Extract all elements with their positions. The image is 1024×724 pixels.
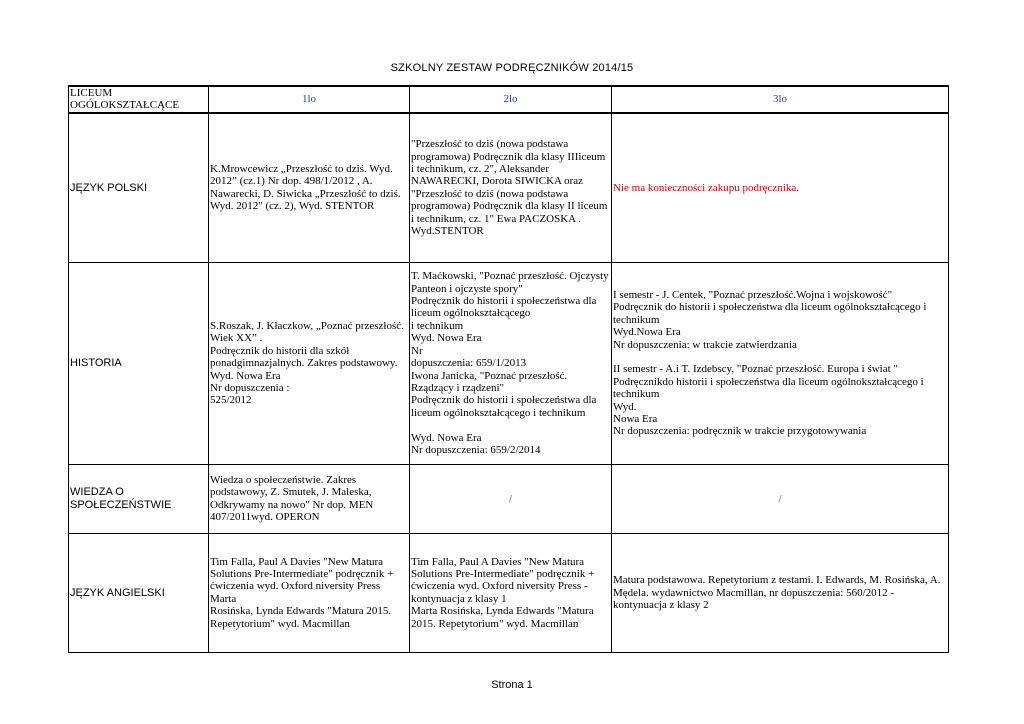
subject-polish: JĘZYK POLSKI [69,113,209,263]
cell-civics-2lo: / [410,464,612,533]
cell-polish-3lo: Nie ma konieczności zakupu podręcznika. [612,113,949,263]
cell-history-3lo: I semestr - J. Centek, "Poznać przeszłość.Wojna i wojskowość" Podręcznik do historii i społeczeństwa dla liceum ogólnokształcącego i technikum Wyd.Nowa Era Nr dopuszczenia: w trakcie zatwierdzania II semestr - A.i T. Izdebscy, "Poznać przeszłość. Europa i świat " Podręcznikdo historii i społeczeństwa dla liceum ogólnokształcącego i technikum Wyd. Nowa Era Nr dopuszczenia: podręcznik w trakcie przygotowywania [612,262,949,464]
table-row [69,113,949,263]
cell-polish-1lo: K.Mrowcewicz „Przeszłość to dziś. Wyd. 2012” (cz.1) Nr dop. 498/1/2012 , A. Nawarecki, D. Siwicka „Przeszłość to dziś. Wyd. 2012" (cz. 2), Wyd. STENTOR [209,113,410,263]
cell-civics-1lo: Wiedza o społeczeństwie. Zakres podstawowy, Z. Smutek, J. Maleska, Odkrywamy na nowo" Nr dop. MEN 407/2011wyd. OPERON [209,464,410,533]
subject-history: HISTORIA [69,262,209,464]
document-title: SZKOLNY ZESTAW PODRĘCZNIKÓW 2014/15 [390,62,634,74]
page-footer: Strona 1 [491,679,533,691]
header-school-type: LICEUM OGÓLOKSZTAŁCĄCE [69,86,209,113]
subject-english: JĘZYK ANGIELSKI [69,533,209,652]
table-row [69,464,949,533]
header-class-3lo: 3lo [612,86,949,113]
cell-history-1lo: S.Roszak, J. Kłaczkow, „Poznać przeszłość. Wiek XX” . Podręcznik do historii dla szkół ponadgimnazjalnych. Zakres podstawowy. Wyd. Nowa Era Nr dopuszczenia : 525/2012 [209,262,410,464]
table-header-row [69,86,949,113]
table-row [69,533,949,652]
subject-civics: WIEDZA O SPOŁECZEŃSTWIE [69,464,209,533]
cell-english-3lo: Matura podstawowa. Repetytorium z testami. I. Edwards, M. Rosińska, A. Mędela. wydawnictwo Macmillan, nr dopuszczenia: 560/2012 - kontynuacja z klasy 2 [612,533,949,652]
cell-civics-3lo: / [612,464,949,533]
cell-polish-2lo: "Przeszłość to dziś (nowa podstawa programowa) Podręcznik dla klasy IIIiceum i technikum, cz. 2", Aleksander NAWARECKI, Dorota SIWICKA oraz "Przeszłość to dziś (nowa podstawa programowa) Podręcznik dla klasy II liceum i technikum, cz. 1" Ewa PACZOSKA . Wyd.STENTOR [410,113,612,263]
textbook-table [68,85,949,653]
table-row [69,262,949,464]
header-class-2lo: 2lo [410,86,612,113]
cell-english-2lo: Tim Falla, Paul A Davies "New Matura Solutions Pre-Intermediate" podręcznik + ćwiczenia wyd. Oxford niversity Press - kontynuacja z klasy 1 Marta Rosińska, Lynda Edwards "Matura 2015. Repetytorium" wyd. Macmillan [410,533,612,652]
header-class-1lo: 1lo [209,86,410,113]
cell-history-2lo: T. Maćkowski, "Poznać przeszłość. Ojczysty Panteon i ojczyste spory" Podręcznik do historii i społeczeństwa dla liceum ogólnokształcącego i technikum Wyd. Nowa Era Nr dopuszczenia: 659/1/2013 Iwona Janicka, "Poznać przeszłość. Rządzący i rządzeni" Podręcznik do historii i społeczeństwa dla liceum ogólnokształcącego i technikum Wyd. Nowa Era Nr dopuszczenia: 659/2/2014 [410,262,612,464]
cell-english-1lo: Tim Falla, Paul A Davies "New Matura Solutions Pre-Intermediate" podręcznik + ćwiczenia wyd. Oxford niversity Press Marta Rosińska, Lynda Edwards "Matura 2015. Repetytorium" wyd. Macmillan [209,533,410,652]
